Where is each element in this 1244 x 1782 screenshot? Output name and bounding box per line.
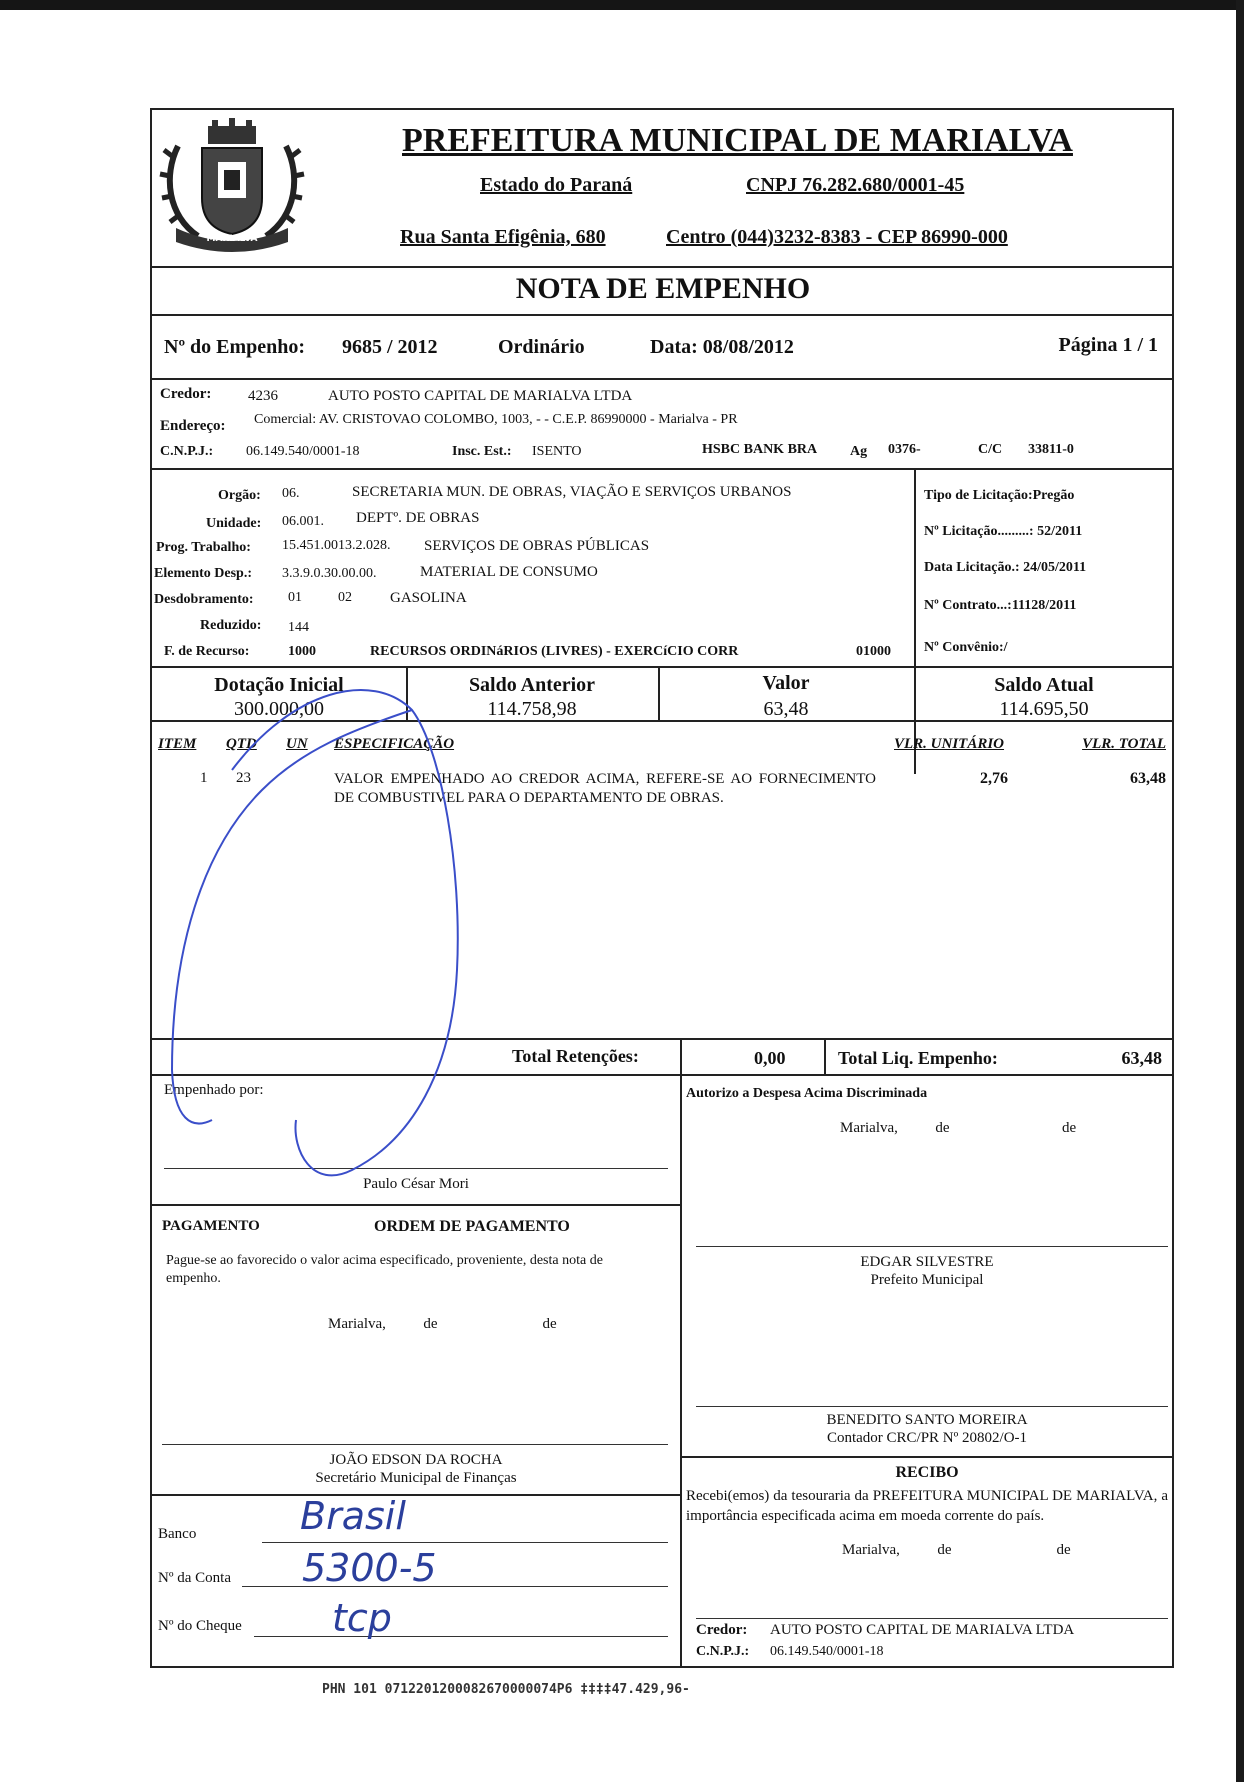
dotacao-inicial-value: 300.000,00	[234, 698, 324, 720]
credor-name: AUTO POSTO CAPITAL DE MARIALVA LTDA	[328, 388, 633, 404]
desdobramento-label: Desdobramento:	[154, 592, 254, 607]
banco-label: Banco	[158, 1526, 197, 1542]
row-unit-value: 2,76	[980, 770, 1008, 787]
recibo-cnpj-label: C.N.P.J.:	[696, 1644, 750, 1659]
credor-label: Credor:	[160, 386, 212, 402]
recibo-place-date: Marialva, de de	[842, 1542, 1071, 1558]
valor-label: Valor	[762, 672, 810, 694]
total-retencoes-label: Total Retenções:	[512, 1046, 639, 1066]
divider	[680, 1456, 1174, 1458]
col-un-header: UN	[286, 736, 308, 752]
total-retencoes-value: 0,00	[754, 1048, 786, 1068]
elemento-label: Elemento Desp.:	[154, 566, 252, 581]
convenio-numero: Nº Convênio:/	[924, 640, 1008, 655]
col-unit-header: VLR. UNITÁRIO	[894, 736, 1005, 752]
insc-label: Insc. Est.:	[452, 444, 512, 459]
divider	[152, 1038, 1174, 1040]
prog-name: SERVIÇOS DE OBRAS PÚBLICAS	[424, 538, 650, 554]
conta-label: Nº da Conta	[158, 1570, 231, 1586]
empenho-date: Data: 08/08/2012	[650, 336, 794, 358]
unidade-name: DEPTº. DE OBRAS	[356, 510, 480, 526]
address-label: Endereço:	[160, 418, 226, 434]
scan-right-border	[1236, 0, 1244, 1782]
pagamento-label: PAGAMENTO	[162, 1218, 260, 1234]
empenho-number: 9685 / 2012	[342, 336, 438, 358]
account-value: 33811-0	[1028, 442, 1074, 457]
account-label: C/C	[978, 442, 1003, 457]
elemento-name: MATERIAL DE CONSUMO	[420, 564, 598, 580]
credor-cnpj: 06.149.540/0001-18	[246, 444, 360, 459]
divider	[824, 1038, 826, 1074]
dotacao-inicial-label: Dotação Inicial	[214, 674, 344, 696]
divider	[152, 1204, 680, 1206]
recurso-number: 01000	[856, 644, 891, 659]
divider	[152, 720, 1174, 722]
banco-handwritten: Brasil	[300, 1494, 406, 1538]
row-item: 1	[200, 770, 208, 786]
saldo-atual-label: Saldo Atual	[994, 674, 1094, 696]
valor-value: 63,48	[763, 698, 809, 720]
signature-line	[164, 1168, 668, 1169]
ordem-pagamento-title: ORDEM DE PAGAMENTO	[374, 1218, 570, 1235]
recibo-text: Recebi(emos) da tesouraria da PREFEITURA MUNICIPAL DE MARIALVA, a importância especificada acima em moeda corrente do país.	[686, 1488, 1168, 1524]
signature-line	[696, 1618, 1168, 1619]
pagamento-place-date: Marialva, de de	[328, 1316, 557, 1332]
cheque-label: Nº do Cheque	[158, 1618, 242, 1634]
secretario-role: Secretário Municipal de Finanças	[315, 1470, 517, 1486]
secretario-name: JOÃO EDSON DA ROCHA	[329, 1452, 503, 1468]
autorizo-place-date: Marialva, de de	[840, 1120, 1077, 1136]
row-especificacao: VALOR EMPENHADO AO CREDOR ACIMA, REFERE-SE AO FORNECIMENTO DE COMBUSTIVEL PARA O DEPARTAMENTO DE OBRAS.	[334, 771, 876, 806]
orgao-code: 06.	[282, 486, 300, 501]
crest-motto: MARIALVA	[206, 234, 258, 244]
saldo-anterior-value: 114.758,98	[487, 698, 577, 720]
prefeito-name: EDGAR SILVESTRE	[860, 1254, 994, 1270]
page-number: Página 1 / 1	[1058, 334, 1158, 356]
signature-line	[696, 1406, 1168, 1407]
divider	[680, 1038, 682, 1074]
pagamento-text: Pague-se ao favorecido o valor acima especificado, proveniente, desta nota de empenho.	[166, 1253, 603, 1286]
signature-line	[162, 1444, 668, 1445]
banco-line	[262, 1542, 668, 1543]
prefeito-role: Prefeito Municipal	[870, 1272, 984, 1288]
contrato-numero: Nº Contrato...:11128/2011	[924, 598, 1077, 613]
unidade-label: Unidade:	[206, 516, 262, 531]
insc-value: ISENTO	[532, 444, 582, 459]
col-qtd-header: QTD	[226, 736, 257, 752]
autorizo-label: Autorizo a Despesa Acima Discriminada	[686, 1086, 928, 1101]
bank-name: HSBC BANK BRA	[702, 442, 818, 457]
licitacao-data: Data Licitação.: 24/05/2011	[924, 560, 1087, 575]
divider	[152, 468, 1174, 470]
nota-de-empenho-form	[150, 108, 1174, 1668]
reduzido-code: 144	[288, 620, 309, 635]
doc-title: NOTA DE EMPENHO	[515, 272, 811, 305]
header-contact: Centro (044)3232-8383 - CEP 86990-000	[666, 226, 1008, 248]
elemento-code: 3.3.9.0.30.00.00.	[282, 566, 377, 581]
saldo-anterior-label: Saldo Anterior	[468, 674, 596, 696]
header-address: Rua Santa Efigênia, 680	[400, 226, 606, 248]
total-liquido-value: 63,48	[1121, 1048, 1162, 1068]
contador-role: Contador CRC/PR Nº 20802/O-1	[826, 1430, 1028, 1446]
prog-label: Prog. Trabalho:	[156, 540, 251, 555]
empenho-label: Nº do Empenho:	[164, 336, 306, 358]
credor-address: Comercial: AV. CRISTOVAO COLOMBO, 1003, - - C.E.P. 86990000 - Marialva - PR	[254, 412, 738, 427]
row-total-value: 63,48	[1130, 770, 1166, 787]
total-liquido-label: Total Liq. Empenho:	[838, 1048, 998, 1068]
prog-code: 15.451.0013.2.028.	[282, 538, 391, 553]
orgao-name: SECRETARIA MUN. DE OBRAS, VIAÇÃO E SERVIÇOS URBANOS	[352, 484, 792, 500]
cheque-handwritten: tcp	[332, 1596, 392, 1640]
recibo-title: RECIBO	[895, 1464, 959, 1481]
agency-label: Ag	[850, 444, 868, 459]
divider	[152, 666, 1174, 668]
recibo-cnpj: 06.149.540/0001-18	[770, 1644, 884, 1659]
divider	[152, 1494, 680, 1496]
orgao-label: Orgão:	[218, 488, 261, 503]
cheque-line	[254, 1636, 668, 1637]
col-total-header: VLR. TOTAL	[1082, 736, 1166, 752]
unidade-code: 06.001.	[282, 514, 324, 529]
recurso-name: RECURSOS ORDINáRIOS (LIVRES) - EXERCíCIO CORR	[370, 644, 739, 659]
empenho-type: Ordinário	[498, 336, 585, 358]
divider	[152, 378, 1174, 380]
empenhado-por-name: Paulo César Mori	[363, 1176, 469, 1192]
header-state: Estado do Paraná	[480, 174, 633, 196]
desdobramento-a: 01	[288, 590, 302, 605]
header-cnpj: CNPJ 76.282.680/0001-45	[746, 174, 965, 196]
row-qtd: 23	[236, 770, 251, 786]
licitacao-tipo: Tipo de Licitação:Pregão	[924, 488, 1075, 503]
conta-handwritten: 5300-5	[302, 1546, 437, 1590]
saldo-atual-value: 114.695,50	[999, 698, 1089, 720]
footer-barcode-text: PHN 101 0712201200082670000074P6 ‡‡‡‡47.429,96-	[322, 1682, 690, 1697]
municipal-crest-icon	[158, 116, 306, 256]
divider	[152, 314, 1174, 316]
credor-code: 4236	[248, 388, 278, 404]
desdobramento-b: 02	[338, 590, 352, 605]
contador-name: BENEDITO SANTO MOREIRA	[826, 1412, 1028, 1428]
col-espec-header: ESPECIFICAÇÃO	[334, 736, 455, 752]
desdobramento-name: GASOLINA	[390, 590, 467, 606]
recurso-label: F. de Recurso:	[164, 644, 250, 659]
recurso-code: 1000	[288, 644, 316, 659]
signature-line	[696, 1246, 1168, 1247]
col-item-header: ITEM	[158, 736, 197, 752]
scan-top-border	[0, 0, 1244, 10]
recibo-credor-label: Credor:	[696, 1622, 748, 1638]
empenhado-por-label: Empenhado por:	[164, 1082, 264, 1098]
agency-value: 0376-	[888, 442, 921, 457]
divider	[680, 1074, 682, 1668]
divider	[152, 1074, 1174, 1076]
divider	[152, 266, 1174, 268]
header-title: PREFEITURA MUNICIPAL DE MARIALVA	[402, 122, 1073, 159]
recibo-credor-name: AUTO POSTO CAPITAL DE MARIALVA LTDA	[770, 1622, 1075, 1638]
cnpj-label: C.N.P.J.:	[160, 444, 214, 459]
reduzido-label: Reduzido:	[200, 618, 262, 633]
licitacao-numero: Nº Licitação.........: 52/2011	[924, 524, 1083, 539]
divider	[914, 468, 916, 774]
